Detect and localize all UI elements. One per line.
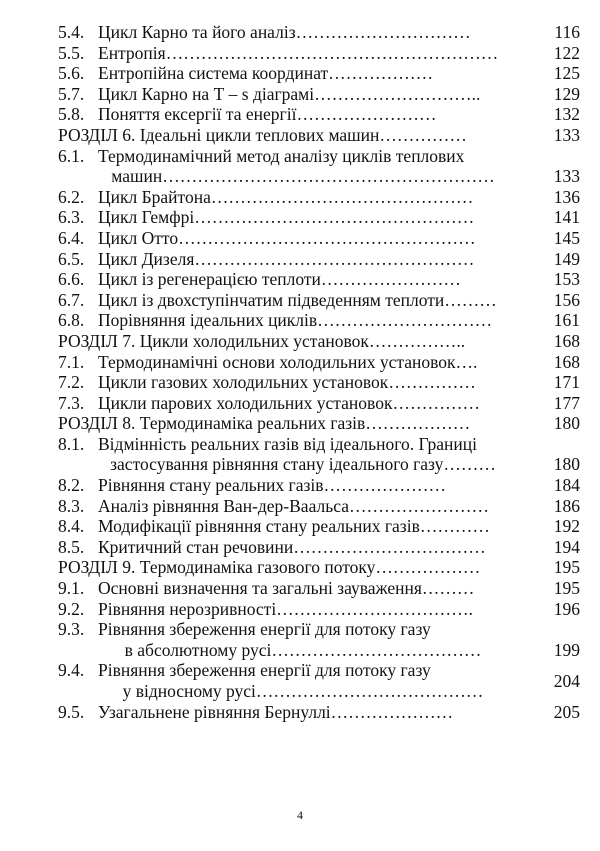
toc-entry-title	[98, 475, 514, 496]
toc-page-number: 195	[553, 578, 580, 599]
toc-entry-title	[98, 599, 514, 620]
toc-entry	[58, 496, 588, 517]
toc-entry-title	[98, 702, 514, 723]
toc-entry-title	[98, 434, 514, 475]
toc-entry-number: 9.3.	[58, 619, 85, 640]
toc-entry	[58, 207, 588, 228]
toc-entry-title	[98, 84, 514, 105]
toc-entry-title	[98, 269, 514, 290]
toc-entry-title	[98, 290, 514, 311]
toc-page-number: 205	[553, 701, 580, 722]
toc-page-number: 180	[553, 413, 580, 434]
toc-entry-title-line: Цикл Брайтона………………………………………	[98, 186, 474, 207]
toc-entry	[58, 63, 588, 84]
toc-entry-number: 8.5.	[58, 536, 85, 557]
toc-entry-title	[98, 352, 514, 373]
toc-page-number: 129	[553, 83, 580, 104]
toc-page-number: 122	[553, 42, 580, 63]
toc-entry-number: 5.8.	[58, 104, 85, 125]
toc-entry-title-line: Поняття ексергії та енергії……………………	[98, 104, 437, 125]
toc-entry-number: 6.7.	[58, 289, 85, 310]
toc-body	[58, 22, 588, 722]
toc-entry	[58, 578, 588, 599]
table-of-contents	[58, 22, 588, 722]
toc-page-number: 196	[553, 598, 580, 619]
toc-chapter-title: РОЗДІЛ 6. Ідеальні цикли теплових машин……………	[58, 124, 467, 145]
toc-entry	[58, 187, 588, 208]
toc-entry-number: 5.6.	[58, 63, 85, 84]
toc-entry-title-line: Цикл із двохступінчатим підведенням теплоти………	[98, 289, 497, 310]
toc-entry-title-continuation: у відносному русі…………………………………	[122, 681, 484, 701]
toc-entry-title	[98, 660, 514, 701]
toc-entry-title	[98, 393, 514, 414]
toc-entry-number: 5.4.	[58, 22, 85, 42]
toc-entry-number: 6.4.	[58, 227, 85, 248]
toc-page-number: 168	[553, 351, 580, 372]
toc-chapter	[58, 557, 588, 578]
toc-page-number: 168	[553, 330, 580, 351]
toc-entry	[58, 516, 588, 537]
toc-entry-number: 6.3.	[58, 207, 85, 228]
toc-chapter	[58, 125, 588, 146]
toc-page-number: 195	[553, 557, 580, 578]
toc-page-number: 133	[553, 124, 580, 145]
toc-entry-title-line: Термодинамічний метод аналізу циклів теплових	[98, 145, 465, 166]
toc-entry-number: 7.3.	[58, 392, 85, 413]
toc-entry-title-line: Термодинамічні основи холодильних установок….	[98, 351, 478, 372]
toc-entry	[58, 393, 588, 414]
toc-entry	[58, 146, 588, 187]
toc-chapter	[58, 331, 588, 352]
toc-entry-title-line: Цикл із регенерацією теплоти……………………	[98, 269, 461, 290]
toc-entry-title	[98, 207, 514, 228]
toc-entry	[58, 352, 588, 373]
toc-entry-title-line: Ентропійна система координат………………	[98, 63, 434, 84]
toc-entry-number: 6.6.	[58, 269, 85, 290]
toc-entry	[58, 475, 588, 496]
toc-entry	[58, 43, 588, 64]
toc-entry-number: 7.1.	[58, 351, 85, 372]
toc-page-number: 204	[553, 670, 580, 691]
toc-entry-title-line: Рівняння стану реальних газів…………………	[98, 475, 447, 496]
toc-entry-title-line: Порівняння ідеальних циклів…………………………	[98, 310, 493, 331]
toc-entry	[58, 434, 588, 475]
toc-entry-title	[98, 619, 514, 660]
toc-page-number: 156	[553, 289, 580, 310]
toc-page-number: 180	[553, 454, 580, 475]
toc-entry-title	[98, 578, 514, 599]
toc-entry	[58, 660, 588, 701]
toc-entry-title	[98, 104, 514, 125]
toc-page-number: 186	[553, 495, 580, 516]
toc-page-number: 153	[553, 269, 580, 290]
toc-entry-number: 8.4.	[58, 516, 85, 537]
toc-entry-title-line: Основні визначення та загальні зауваження………	[98, 578, 475, 599]
toc-entry-number: 8.2.	[58, 475, 85, 496]
toc-entry-title-line: Цикл Гемфрі…………………………………………	[98, 207, 475, 228]
toc-entry-number: 9.2.	[58, 598, 85, 619]
toc-page-number: 141	[553, 207, 580, 228]
toc-entry-number: 9.4.	[58, 660, 85, 681]
toc-entry-title	[98, 22, 514, 43]
toc-entry-title-line: Рівняння нерозривності…………………………….	[98, 598, 474, 619]
toc-entry-title-line: Рівняння збереження енергії для потоку газу	[98, 660, 431, 681]
toc-entry-title	[98, 63, 514, 84]
toc-entry	[58, 702, 588, 723]
toc-entry	[58, 84, 588, 105]
toc-entry-title	[98, 228, 514, 249]
toc-entry-title-line: Цикл Карно та його аналіз…………………………	[98, 22, 471, 42]
toc-entry-number: 9.1.	[58, 578, 85, 599]
toc-chapter	[58, 413, 588, 434]
toc-entry-title-continuation: в абсолютному русі………………………………	[124, 639, 482, 660]
toc-page-number: 149	[553, 248, 580, 269]
toc-page-number: 145	[553, 227, 580, 248]
toc-entry	[58, 228, 588, 249]
toc-entry-title	[98, 146, 514, 187]
toc-page-number: 132	[553, 104, 580, 125]
toc-entry	[58, 269, 588, 290]
toc-entry-title-continuation: машин…………………………………………………	[111, 166, 495, 187]
toc-entry	[58, 619, 588, 660]
toc-entry-title-line: Узагальнене рівняння Бернуллі…………………	[98, 701, 454, 722]
toc-page-number: 116	[554, 22, 580, 42]
toc-page-number: 177	[553, 392, 580, 413]
toc-entry-title-continuation: застосування рівняння стану ідеального газу………	[110, 454, 496, 475]
toc-page-number: 192	[553, 516, 580, 537]
toc-entry-title-line: Цикли парових холодильних установок……………	[98, 392, 480, 413]
toc-page-number: 199	[553, 639, 580, 660]
toc-page-number: 133	[553, 166, 580, 187]
toc-entry	[58, 537, 588, 558]
toc-entry-number: 8.3.	[58, 495, 85, 516]
toc-entry-title-line: Рівняння збереження енергії для потоку газу	[98, 619, 431, 640]
toc-entry	[58, 599, 588, 620]
toc-page-number: 184	[553, 475, 580, 496]
toc-page-number: 136	[553, 186, 580, 207]
toc-page-number: 171	[553, 372, 580, 393]
toc-entry-number: 6.1.	[58, 145, 85, 166]
toc-entry-title-line: Цикли газових холодильних установок……………	[98, 372, 476, 393]
toc-entry-title-line: Відмінність реальних газів від ідеального. Границі	[98, 433, 477, 454]
page-number: 4	[297, 808, 303, 822]
toc-entry-title	[98, 537, 514, 558]
toc-entry-number: 6.8.	[58, 310, 85, 331]
toc-entry-title	[98, 372, 514, 393]
toc-entry	[58, 22, 588, 43]
toc-entry-title-line: Цикл Карно на Т – s діаграмі………………………..	[98, 83, 481, 104]
toc-entry	[58, 372, 588, 393]
toc-entry	[58, 290, 588, 311]
toc-page-number: 125	[553, 63, 580, 84]
toc-page-number: 194	[553, 536, 580, 557]
toc-chapter-title: РОЗДІЛ 9. Термодинаміка газового потоку………………	[58, 557, 481, 578]
toc-entry-title-line: Ентропія…………………………………………………	[98, 42, 499, 63]
toc-chapter-title: РОЗДІЛ 7. Цикли холодильних установок……………..	[58, 330, 466, 351]
toc-entry-title	[98, 516, 514, 537]
toc-entry-title	[98, 496, 514, 517]
toc-entry-number: 5.7.	[58, 83, 85, 104]
toc-entry-title-line: Критичний стан речовини……………………………	[98, 536, 486, 557]
toc-entry-title	[98, 249, 514, 270]
toc-entry	[58, 310, 588, 331]
toc-entry-number: 5.5.	[58, 42, 85, 63]
toc-entry	[58, 104, 588, 125]
toc-entry-number: 6.2.	[58, 186, 85, 207]
toc-entry-title-line: Цикл Отто……………………………………………	[98, 227, 476, 248]
toc-entry-title	[98, 310, 514, 331]
toc-entry	[58, 249, 588, 270]
toc-page-number: 161	[553, 310, 580, 331]
toc-entry-number: 7.2.	[58, 372, 85, 393]
toc-entry-title-line: Аналіз рівняння Ван-дер-Ваальса……………………	[98, 495, 489, 516]
toc-entry-title-line: Цикл Дизеля…………………………………………	[98, 248, 475, 269]
toc-entry-number: 9.5.	[58, 701, 85, 722]
toc-entry-number: 6.5.	[58, 248, 85, 269]
toc-entry-title-line: Модифікації рівняння стану реальних газів…………	[98, 516, 490, 537]
toc-chapter-title: РОЗДІЛ 8. Термодинаміка реальних газів………………	[58, 413, 471, 434]
toc-entry-title	[98, 187, 514, 208]
toc-entry-title	[98, 43, 514, 64]
toc-entry-number: 8.1.	[58, 433, 85, 454]
